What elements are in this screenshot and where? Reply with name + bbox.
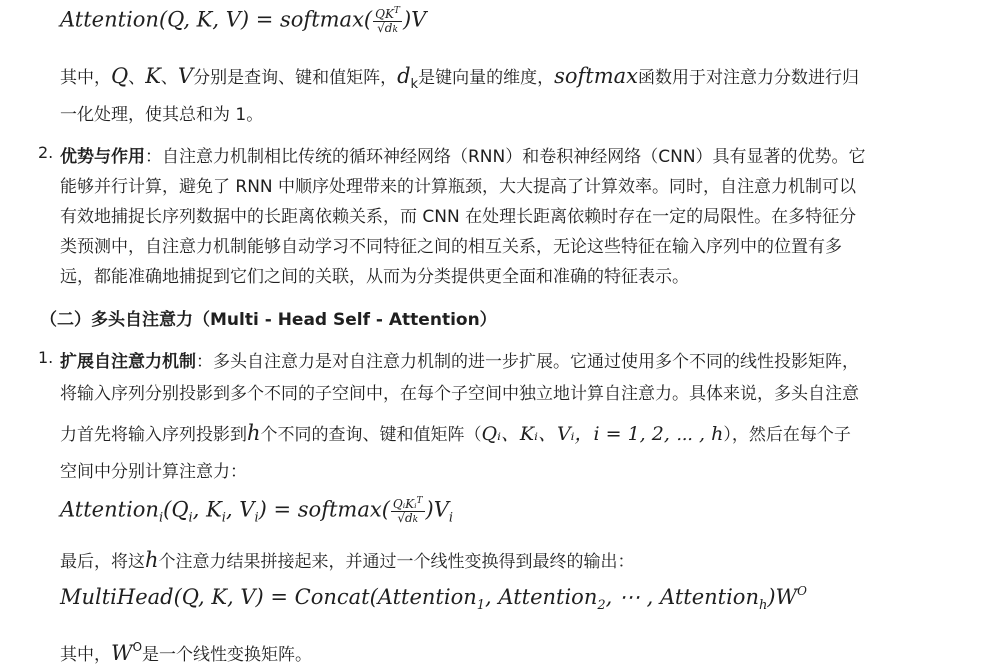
formula-rhs: )V: [402, 7, 427, 32]
item-title: 优势与作用: [60, 147, 145, 167]
item1-line3: 力首先将输入序列投影到h个不同的查询、键和值矩阵（Qᵢ、Kᵢ、Vᵢ，i = 1, 2, ⋯ , h），然后在每个子: [60, 421, 851, 445]
paragraph-explanation-line2: 一化处理，使其总和为 1。: [60, 105, 264, 125]
formula-fraction: $\frac{QK^T}{√dk}$: [375, 6, 400, 35]
section-heading: （二）多头自注意力（Multi - Head Self - Attention）: [40, 310, 497, 330]
formula-lhs: Attention(Q, K, V) = softmax(: [60, 7, 373, 32]
item2-line1: 优势与作用：自注意力机制相比传统的循环神经网络（RNN）和卷积神经网络（CNN）具有显著的优势。它: [60, 147, 866, 167]
item1-line2: 将输入序列分别投影到多个不同的子空间中，在每个子空间中独立地计算自注意力。具体来说，多头自注意: [60, 384, 859, 404]
item2-line3: 有效地捕捉长序列数据中的长距离依赖关系，而 CNN 在处理长距离依赖时存在一定的局限性。在多特征分: [60, 207, 857, 227]
item2-line4: 类预测中，自注意力机制能够自动学习不同特征之间的相互关系，无论这些特征在输入序列中的位置有多: [60, 237, 842, 257]
attention-i-formula: $Attention_i(Q_i$, $K_i$, $V_i$) = softmax( $\frac{QᵢKᵢ^T}{√dk}$ )$V_i$: [60, 496, 454, 526]
item1-line1: 扩展自注意力机制：多头自注意力是对自注意力机制的进一步扩展。它通过使用多个不同的线性投影矩阵，: [60, 352, 859, 372]
paragraph-concat: 最后，将这h个注意力结果拼接起来，并通过一个线性变换得到最终的输出：: [60, 548, 635, 572]
item-title: 扩展自注意力机制: [60, 352, 196, 372]
item1-line4: 空间中分别计算注意力：: [60, 462, 247, 482]
list-number: 1.: [38, 348, 54, 367]
list-number: 2.: [38, 143, 54, 162]
multihead-formula: MultiHead(Q, K, V) = Concat(Attention$_1$, Attention$_2$, ⋯ , $Attention_h)W^O$: [60, 584, 807, 613]
paragraph-explanation-line1: 其中，Q、K、V分别是查询、键和值矩阵，$d_k$是键向量的维度，softmax函数用于对注意力分数进行归: [60, 64, 859, 92]
attention-formula: [60, 5, 426, 37]
formula-fraction: $\frac{QᵢKᵢ^T}{√dk}$: [392, 496, 423, 525]
item2-line2: 能够并行计算，避免了 RNN 中顺序处理带来的计算瓶颈，大大提高了计算效率。同时，自注意力机制可以: [60, 177, 857, 197]
item2-line5: 远，都能准确地捕捉到它们之间的关联，从而为分类提供更全面和准确的特征表示。: [60, 267, 689, 287]
paragraph-wo: 其中，$W^O$是一个线性变换矩阵。: [60, 640, 313, 665]
